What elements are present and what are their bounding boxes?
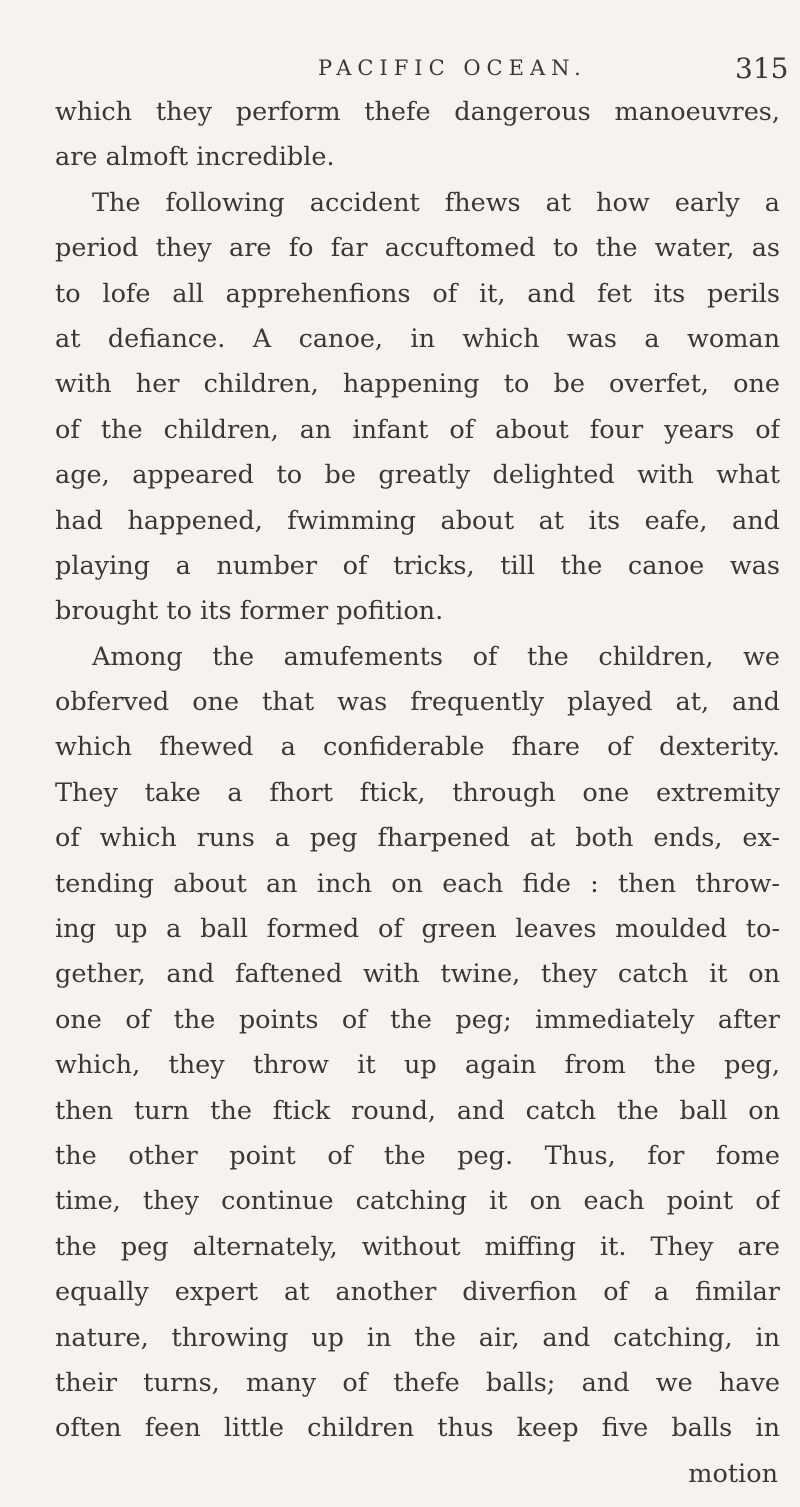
text-line: the peg alternately, without miffing it. They are [55, 1231, 780, 1262]
text-line: of the children, an infant of about four years of [55, 414, 780, 445]
text-line: obferved one that was frequently played at, and [55, 687, 780, 718]
text-line: ing up a ball formed of green leaves moulded to- [55, 914, 780, 945]
text-line: often feen little children thus keep five balls in [55, 1413, 780, 1444]
text-line: then turn the ftick round, and catch the ball on [55, 1095, 780, 1126]
text-line: had happened, fwimming about at its eafe, and [55, 505, 780, 536]
text-line: the other point of the peg. Thus, for fome [55, 1140, 780, 1171]
text-line: They take a fhort ftick, through one extremity [55, 777, 780, 808]
text-line: gether, and faftened with twine, they catch it on [55, 959, 780, 990]
text-line: age, appeared to be greatly delighted with what [55, 460, 780, 491]
text-line: brought to its former pofition. [55, 596, 444, 627]
text-line: at defiance. A canoe, in which was a woman [55, 323, 780, 354]
text-line: one of the points of the peg; immediately after [55, 1004, 780, 1035]
text-line: The following accident fhews at how early a [92, 187, 780, 218]
text-line: to lofe all apprehenfions of it, and fet its perils [55, 278, 780, 309]
text-line: their turns, many of thefe balls; and we have [55, 1367, 780, 1398]
page-header [0, 52, 800, 92]
text-line: which they perform thefe dangerous manoeuvres, [55, 97, 780, 127]
text-line: nature, throwing up in the air, and catching, in [55, 1322, 780, 1353]
text-line: Among the amufements of the children, we [92, 641, 780, 672]
text-line: period they are fo far accuftomed to the water, as [55, 233, 780, 264]
text-line: which, they throw it up again from the peg, [55, 1050, 780, 1081]
text-line: are almoft incredible. [55, 142, 335, 173]
page-body-text [55, 90, 780, 1497]
text-line: playing a number of tricks, till the canoe was [55, 550, 780, 581]
text-line: which fhewed a confiderable fhare of dexterity. [55, 732, 780, 763]
text-line: equally expert at another diverfion of a fimilar [55, 1277, 780, 1308]
text-line: with her children, happening to be overfet, one [55, 369, 780, 400]
text-line: motion [688, 1458, 778, 1489]
text-line: of which runs a peg fharpened at both ends, ex- [55, 823, 780, 854]
page-number: 315 [735, 52, 789, 85]
running-title: PACIFIC OCEAN. [318, 56, 587, 80]
text-line: tending about an inch on each fide : then throw- [55, 868, 780, 899]
text-line: time, they continue catching it on each point of [55, 1186, 780, 1217]
